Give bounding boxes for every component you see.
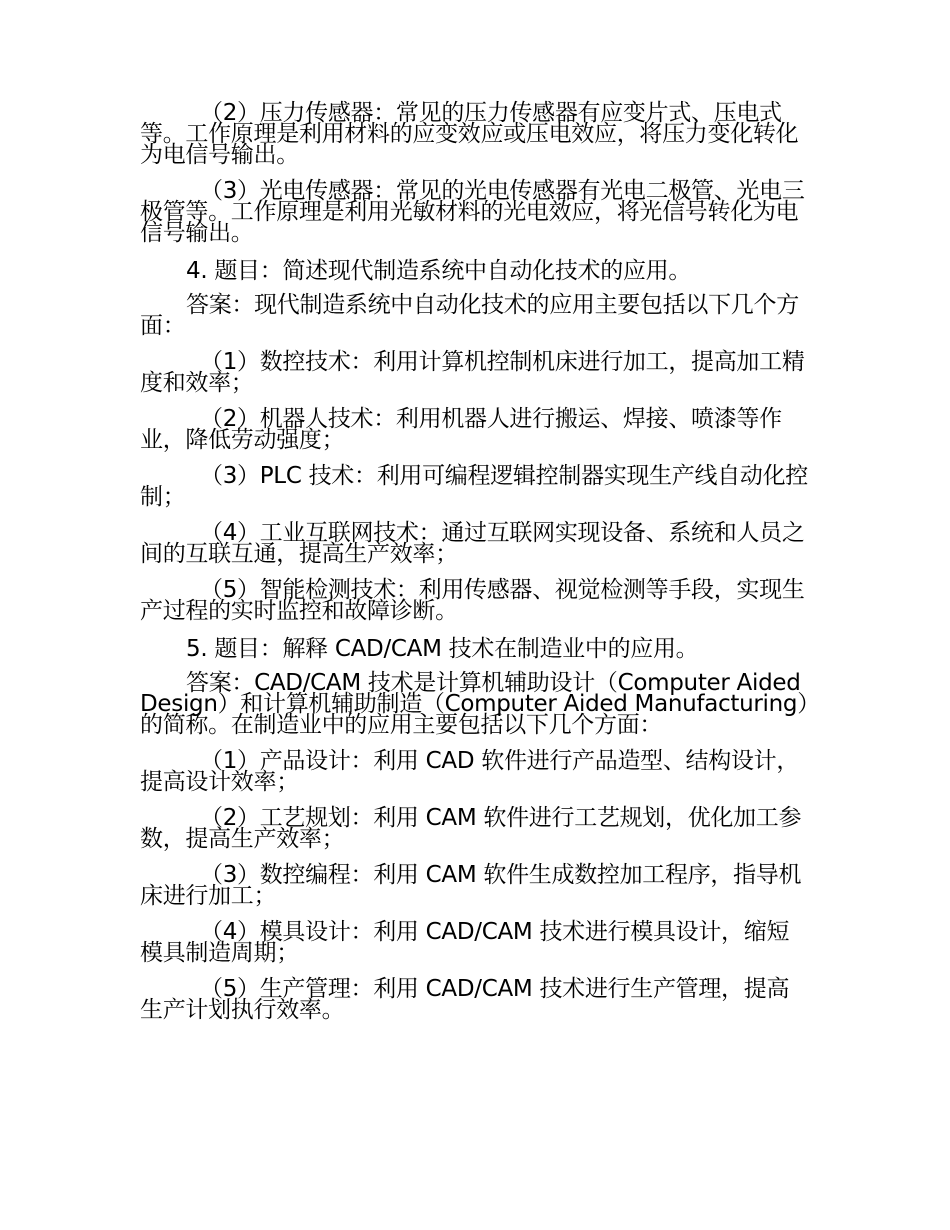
question-4-title: 4. 题目：简述现代制造系统中自动化技术的应用。 (186, 258, 692, 284)
question-5-title: 5. 题目：解释 CAD/CAM 技术在制造业中的应用。 (186, 636, 699, 662)
smart-inspection-item: （5）智能检测技术：利用传感器、视觉检测等手段，实现生产过程的实时监控和故障诊断。 (140, 577, 805, 624)
question-5-answer: 答案：CAD/CAM 技术是计算机辅助设计（Computer Aided Design）和计算机辅助制造（Computer Aided Manufacturing）的简称。在制造业中的应用主要包括以下几个方面： (140, 670, 809, 738)
industrial-internet-item: （4）工业互联网技术：通过互联网实现设备、系统和人员之间的互联互通，提高生产效率； (140, 520, 805, 567)
robot-technology-item: （2）机器人技术：利用机器人进行搬运、焊接、喷漆等作业，降低劳动强度； (140, 406, 782, 453)
question-4-answer: 答案：现代制造系统中自动化技术的应用主要包括以下几个方面： (140, 292, 799, 339)
production-management-item: （5）生产管理：利用 CAD/CAM 技术进行生产管理，提高生产计划执行效率。 (140, 976, 790, 1023)
product-design-item: （1）产品设计：利用 CAD 软件进行产品造型、结构设计，提高设计效率； (140, 748, 800, 795)
cnc-technology-item: （1）数控技术：利用计算机控制机床进行加工，提高加工精度和效率； (140, 349, 805, 396)
nc-programming-item: （3）数控编程：利用 CAM 软件生成数控加工程序，指导机床进行加工； (140, 862, 802, 909)
process-planning-item: （2）工艺规划：利用 CAM 软件进行工艺规划，优化加工参数，提高生产效率； (140, 805, 802, 852)
mold-design-item: （4）模具设计：利用 CAD/CAM 技术进行模具设计，缩短模具制造周期； (140, 919, 790, 966)
pressure-sensor-paragraph: （2）压力传感器：常见的压力传感器有应变片式、压电式等。工作原理是利用材料的应变效应或压电效应，将压力变化转化为电信号输出。 (140, 100, 799, 168)
plc-technology-item: （3）PLC 技术：利用可编程逻辑控制器实现生产线自动化控制； (140, 463, 808, 510)
document-body (140, 100, 810, 1036)
photoelectric-sensor-paragraph: （3）光电传感器：常见的光电传感器有光电二极管、光电三极管等。工作原理是利用光敏材料的光电效应，将光信号转化为电信号输出。 (140, 178, 805, 246)
